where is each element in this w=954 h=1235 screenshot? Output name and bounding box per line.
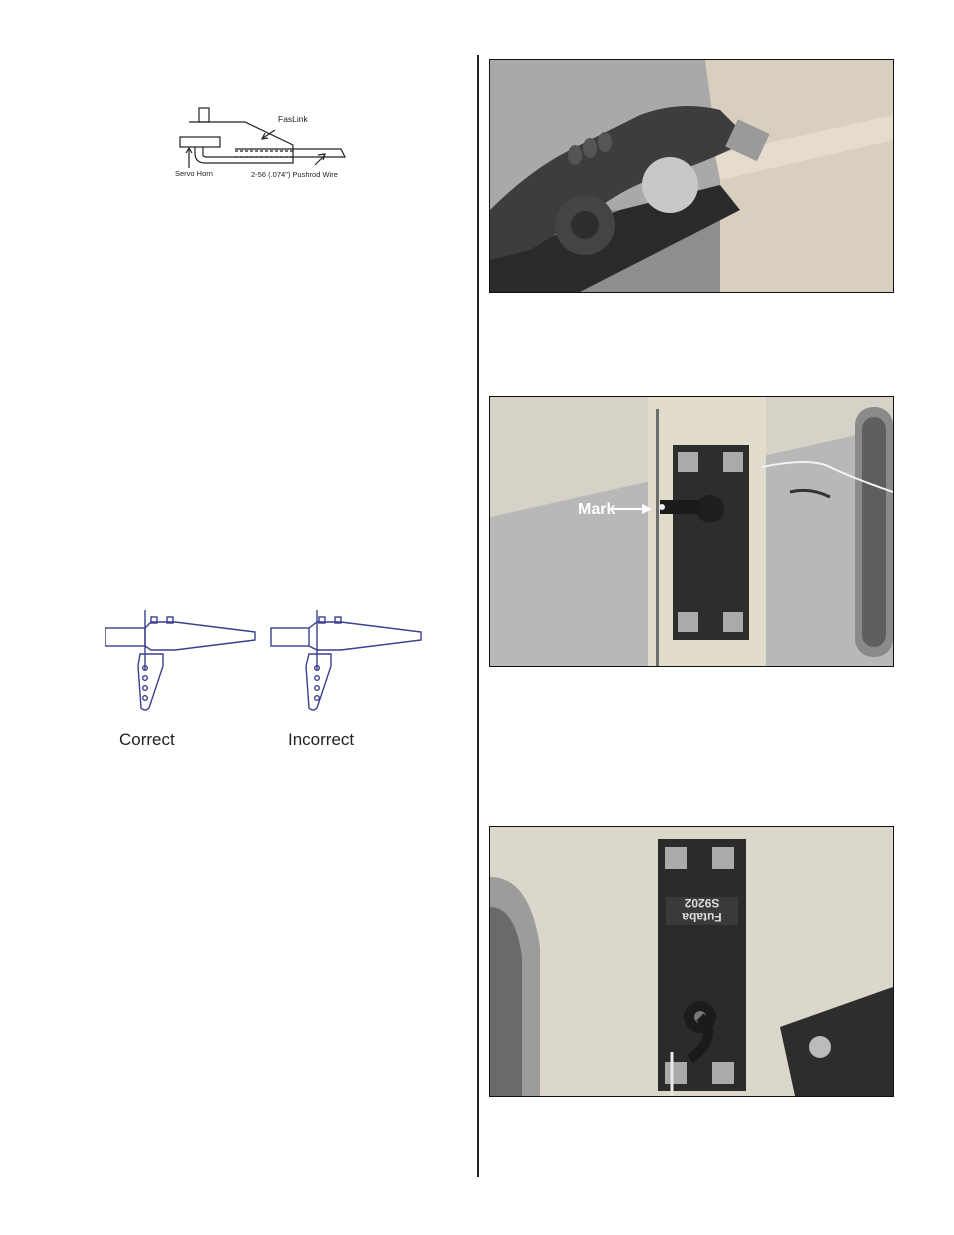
photo-servo-mounted [489,826,894,1097]
correct-label: Correct [119,730,175,749]
incorrect-label: Incorrect [288,730,355,749]
mark-callout: Mark [578,501,616,518]
servo-model-text: S9202 [684,896,720,910]
servo-horn-label: Servo Horn [175,169,213,178]
servo-brand-text: Futaba [682,910,722,924]
photo-servo-mark [489,396,894,667]
incorrect-hinge [271,610,421,710]
faslink-diagram [175,105,355,185]
photo-clamp-on-balsa [489,59,894,293]
pushrod-wire-label: 2-56 (.074") Pushrod Wire [251,170,338,179]
column-divider [477,55,479,1177]
faslink-drawing [175,105,355,185]
hinge-drawing [105,610,425,715]
hinge-diagram [105,610,425,755]
faslink-label: FasLink [278,114,308,124]
correct-hinge [105,610,255,710]
